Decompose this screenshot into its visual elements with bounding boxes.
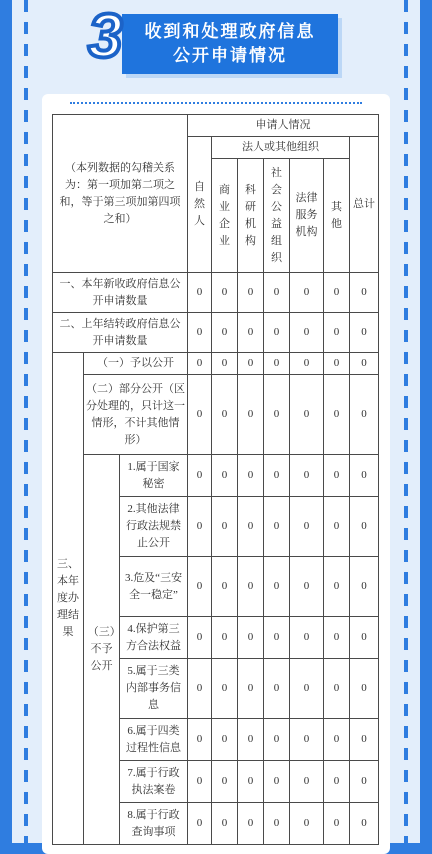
value-cell: 0: [290, 557, 324, 617]
value-cell: 0: [238, 375, 264, 455]
dashed-border-right: [404, 0, 408, 843]
value-cell: 0: [188, 719, 212, 761]
value-cell: 0: [324, 375, 350, 455]
value-cell: 0: [188, 761, 212, 803]
reason-label: 5.属于三类内部事务信息: [120, 659, 188, 719]
value-cell: 0: [188, 803, 212, 845]
value-cell: 0: [238, 313, 264, 353]
value-cell: 0: [212, 497, 238, 557]
table-row: [53, 375, 379, 455]
reason-label: 8.属于行政查询事项: [120, 803, 188, 845]
header-applicant: 申请人情况: [188, 115, 379, 137]
reason-label: 3.危及“三安全一稳定”: [120, 557, 188, 617]
value-cell: 0: [264, 803, 290, 845]
value-cell: 0: [290, 353, 324, 375]
value-cell: 0: [238, 557, 264, 617]
value-cell: 0: [324, 803, 350, 845]
value-cell: 0: [212, 375, 238, 455]
row-label-new: 一、本年新收政府信息公开申请数量: [53, 273, 188, 313]
header-social-welfare: 社会公益组织: [264, 159, 290, 273]
dotted-divider: [70, 102, 362, 104]
value-cell: 0: [212, 557, 238, 617]
table-row: [53, 273, 379, 313]
reason-label: 2.其他法律行政法规禁止公开: [120, 497, 188, 557]
value-cell: 0: [290, 497, 324, 557]
value-cell: 0: [188, 353, 212, 375]
value-cell: 0: [212, 313, 238, 353]
header-commercial: 商业企业: [212, 159, 238, 273]
value-cell: 0: [324, 719, 350, 761]
value-cell: 0: [264, 557, 290, 617]
value-cell: 0: [264, 313, 290, 353]
value-cell: 0: [290, 803, 324, 845]
value-cell: 0: [212, 719, 238, 761]
value-cell: 0: [264, 719, 290, 761]
value-cell: 0: [212, 617, 238, 659]
value-cell: 0: [324, 497, 350, 557]
table-row: [53, 353, 379, 375]
table-row: [53, 455, 379, 497]
value-cell: 0: [238, 497, 264, 557]
section-header: [0, 0, 432, 90]
content-card: [42, 94, 390, 854]
value-cell: 0: [324, 617, 350, 659]
header-natural-person: 自然人: [188, 137, 212, 273]
value-cell: 0: [324, 557, 350, 617]
header-legal-service: 法律服务机构: [290, 159, 324, 273]
value-cell: 0: [290, 617, 324, 659]
value-cell: 0: [212, 803, 238, 845]
reason-label: 4.保护第三方合法权益: [120, 617, 188, 659]
value-cell: 0: [238, 353, 264, 375]
application-table: [52, 114, 379, 845]
value-cell: 0: [350, 455, 379, 497]
value-cell: 0: [350, 659, 379, 719]
value-cell: 0: [238, 761, 264, 803]
value-cell: 0: [264, 353, 290, 375]
value-cell: 0: [264, 659, 290, 719]
value-cell: 0: [238, 803, 264, 845]
section-title-box: [122, 14, 338, 74]
value-cell: 0: [290, 761, 324, 803]
value-cell: 0: [264, 497, 290, 557]
value-cell: 0: [350, 375, 379, 455]
value-cell: 0: [324, 273, 350, 313]
value-cell: 0: [324, 353, 350, 375]
value-cell: 0: [188, 313, 212, 353]
value-cell: 0: [188, 617, 212, 659]
value-cell: 0: [290, 375, 324, 455]
value-cell: 0: [238, 273, 264, 313]
header-legal-group: 法人或其他组织: [212, 137, 350, 159]
value-cell: 0: [350, 761, 379, 803]
value-cell: 0: [212, 273, 238, 313]
section-number: 3: [88, 2, 123, 71]
value-cell: 0: [290, 659, 324, 719]
value-cell: 0: [350, 353, 379, 375]
reason-label: 1.属于国家秘密: [120, 455, 188, 497]
row-label-carried: 二、上年结转政府信息公开申请数量: [53, 313, 188, 353]
header-total: 总计: [350, 137, 379, 273]
value-cell: 0: [238, 719, 264, 761]
value-cell: 0: [350, 273, 379, 313]
table-note-cell: （本列数据的勾稽关系为：第一项加第二项之和，等于第三项加第四项之和）: [53, 115, 188, 273]
value-cell: 0: [264, 617, 290, 659]
dashed-border-left: [24, 0, 28, 843]
value-cell: 0: [188, 557, 212, 617]
value-cell: 0: [264, 761, 290, 803]
value-cell: 0: [188, 497, 212, 557]
value-cell: 0: [264, 375, 290, 455]
value-cell: 0: [264, 273, 290, 313]
value-cell: 0: [324, 761, 350, 803]
row-label-results: 三、本年度办理结果: [53, 353, 84, 845]
value-cell: 0: [212, 761, 238, 803]
value-cell: 0: [188, 273, 212, 313]
header-other: 其他: [324, 159, 350, 273]
value-cell: 0: [212, 455, 238, 497]
value-cell: 0: [290, 313, 324, 353]
section-title-line1: 收到和处理政府信息: [144, 22, 316, 42]
value-cell: 0: [350, 313, 379, 353]
table-row: [53, 313, 379, 353]
reason-label: 7.属于行政执法案卷: [120, 761, 188, 803]
value-cell: 0: [350, 803, 379, 845]
value-cell: 0: [238, 659, 264, 719]
value-cell: 0: [238, 617, 264, 659]
row-label-partial: （二）部分公开（区分处理的，只计这一情形，不计其他情形）: [84, 375, 188, 455]
value-cell: 0: [350, 617, 379, 659]
value-cell: 0: [188, 659, 212, 719]
value-cell: 0: [324, 659, 350, 719]
value-cell: 0: [238, 455, 264, 497]
row-label-not-public: （三）不予公开: [84, 455, 120, 845]
value-cell: 0: [324, 455, 350, 497]
section-title-line2: 公开申请情况: [173, 46, 287, 66]
value-cell: 0: [350, 557, 379, 617]
value-cell: 0: [188, 375, 212, 455]
reason-label: 6.属于四类过程性信息: [120, 719, 188, 761]
value-cell: 0: [212, 659, 238, 719]
value-cell: 0: [264, 455, 290, 497]
value-cell: 0: [290, 273, 324, 313]
value-cell: 0: [290, 719, 324, 761]
value-cell: 0: [350, 719, 379, 761]
value-cell: 0: [212, 353, 238, 375]
value-cell: 0: [188, 455, 212, 497]
header-research: 科研机构: [238, 159, 264, 273]
value-cell: 0: [290, 455, 324, 497]
value-cell: 0: [350, 497, 379, 557]
row-label-granted: （一）予以公开: [84, 353, 188, 375]
value-cell: 0: [324, 313, 350, 353]
